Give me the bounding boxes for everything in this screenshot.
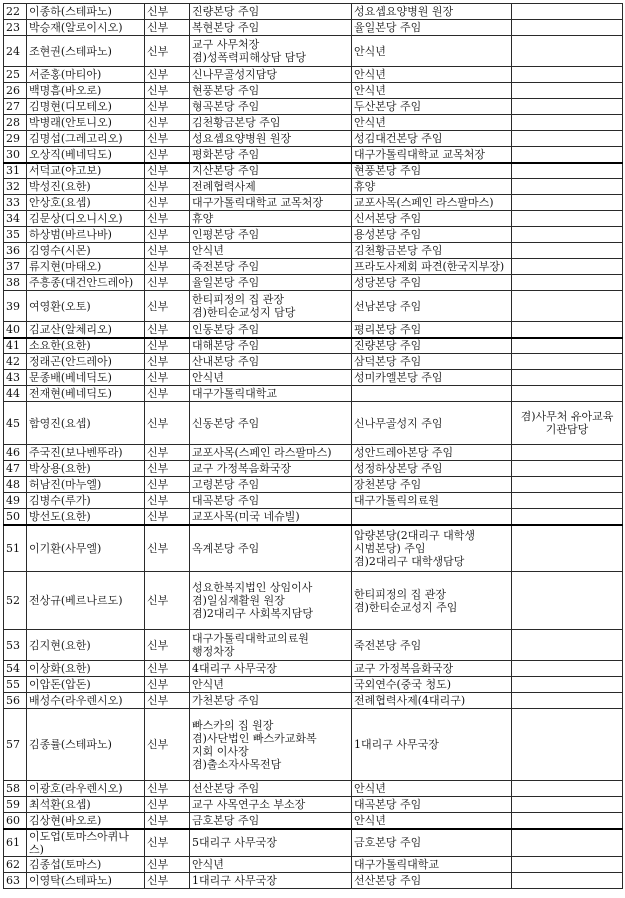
previous-post-cell: 복현본당 주임: [190, 20, 352, 36]
table-row: [4, 36, 623, 67]
new-post-cell: 금호본당 주임: [352, 829, 512, 857]
table-row: [4, 477, 623, 493]
row-number-cell: 52: [4, 572, 27, 630]
previous-post-cell: 빠스카의 집 원장 겸)사단법인 빠스카교화복 지회 이사장 겸)출소자사목전담: [190, 709, 352, 781]
table-row: [4, 131, 623, 147]
rank-cell: 신부: [145, 275, 190, 291]
row-number-cell: 55: [4, 677, 27, 693]
previous-post-cell: 신나무골성지담당: [190, 67, 352, 83]
rank-cell: 신부: [145, 709, 190, 781]
note-cell: 겸)사무처 유아교육 기관담당: [512, 402, 623, 445]
rank-cell: 신부: [145, 445, 190, 461]
table-row: [4, 461, 623, 477]
row-number-cell: 42: [4, 354, 27, 370]
table-row: [4, 630, 623, 661]
new-post-cell: 신나무골성지 주임: [352, 402, 512, 445]
row-number-cell: 48: [4, 477, 27, 493]
priest-name-cell: 김종섭(토마스): [27, 856, 145, 872]
table-row: [4, 781, 623, 797]
previous-post-cell: 인동본당 주임: [190, 322, 352, 338]
previous-post-cell: 평화본당 주임: [190, 147, 352, 163]
priest-name-cell: 박승재(알로이시오): [27, 20, 145, 36]
new-post-cell: 용성본당 주임: [352, 227, 512, 243]
new-post-cell: 교구 가정복음화국장: [352, 661, 512, 677]
previous-post-cell: 지산본당 주임: [190, 163, 352, 179]
rank-cell: 신부: [145, 67, 190, 83]
table-row: [4, 661, 623, 677]
rank-cell: 신부: [145, 829, 190, 857]
table-row: [4, 259, 623, 275]
note-cell: [512, 856, 623, 872]
priest-name-cell: 이상화(요한): [27, 661, 145, 677]
table-row: [4, 275, 623, 291]
rank-cell: 신부: [145, 163, 190, 179]
table-row: [4, 4, 623, 20]
row-number-cell: 39: [4, 291, 27, 322]
previous-post-cell: 한티피정의 집 관장 겸)한티순교성지 담당: [190, 291, 352, 322]
table-row: [4, 693, 623, 709]
row-number-cell: 30: [4, 147, 27, 163]
table-row: [4, 195, 623, 211]
priest-name-cell: 김명현(디모테오): [27, 99, 145, 115]
rank-cell: 신부: [145, 509, 190, 525]
row-number-cell: 37: [4, 259, 27, 275]
note-cell: [512, 179, 623, 195]
note-cell: [512, 259, 623, 275]
table-row: [4, 227, 623, 243]
note-cell: [512, 338, 623, 354]
priest-name-cell: 주국진(보나벤뚜라): [27, 445, 145, 461]
rank-cell: 신부: [145, 243, 190, 259]
priest-name-cell: 김교산(알체리오): [27, 322, 145, 338]
rank-cell: 신부: [145, 83, 190, 99]
row-number-cell: 33: [4, 195, 27, 211]
rank-cell: 신부: [145, 813, 190, 829]
row-number-cell: 59: [4, 797, 27, 813]
rank-cell: 신부: [145, 402, 190, 445]
previous-post-cell: 성요한복지법인 상임이사 겸)일심재활원 원장 겸)2대리구 사회복지담당: [190, 572, 352, 630]
priest-name-cell: 방선도(요한): [27, 509, 145, 525]
rank-cell: 신부: [145, 291, 190, 322]
new-post-cell: 대구가톨릭의료원: [352, 493, 512, 509]
previous-post-cell: 안식년: [190, 243, 352, 259]
priest-name-cell: 김영수(시몬): [27, 243, 145, 259]
note-cell: [512, 163, 623, 179]
row-number-cell: 49: [4, 493, 27, 509]
row-number-cell: 57: [4, 709, 27, 781]
previous-post-cell: 금호본당 주임: [190, 813, 352, 829]
previous-post-cell: 현풍본당 주임: [190, 83, 352, 99]
previous-post-cell: 4대리구 사무국장: [190, 661, 352, 677]
previous-post-cell: 교포사목(스페인 라스팔마스): [190, 445, 352, 461]
table-row: [4, 338, 623, 354]
previous-post-cell: 5대리구 사무국장: [190, 829, 352, 857]
row-number-cell: 26: [4, 83, 27, 99]
row-number-cell: 47: [4, 461, 27, 477]
rank-cell: 신부: [145, 227, 190, 243]
table-row: [4, 83, 623, 99]
rank-cell: 신부: [145, 493, 190, 509]
rank-cell: 신부: [145, 211, 190, 227]
previous-post-cell: 신동본당 주임: [190, 402, 352, 445]
rank-cell: 신부: [145, 572, 190, 630]
row-number-cell: 50: [4, 509, 27, 525]
new-post-cell: 안식년: [352, 67, 512, 83]
new-post-cell: 성안드레아본당 주임: [352, 445, 512, 461]
table-row: [4, 179, 623, 195]
priest-name-cell: 김병수(루가): [27, 493, 145, 509]
row-number-cell: 62: [4, 856, 27, 872]
note-cell: [512, 354, 623, 370]
new-post-cell: [352, 509, 512, 525]
note-cell: [512, 797, 623, 813]
new-post-cell: 안식년: [352, 813, 512, 829]
new-post-cell: 선산본당 주임: [352, 872, 512, 888]
new-post-cell: 교포사목(스페인 라스팔마스): [352, 195, 512, 211]
previous-post-cell: 김천황금본당 주임: [190, 115, 352, 131]
new-post-cell: 프라도사제회 파견(한국지부장): [352, 259, 512, 275]
previous-post-cell: 고령본당 주임: [190, 477, 352, 493]
new-post-cell: 압량본당(2대리구 대학생 시범본당) 주임 겸)2대리구 대학생담당: [352, 525, 512, 572]
priest-name-cell: 김문상(디오니시오): [27, 211, 145, 227]
row-number-cell: 43: [4, 370, 27, 386]
priest-name-cell: 이종하(스테파노): [27, 4, 145, 20]
note-cell: [512, 36, 623, 67]
new-post-cell: 율일본당 주임: [352, 20, 512, 36]
note-cell: [512, 813, 623, 829]
table-row: [4, 856, 623, 872]
priest-name-cell: 하상범(바르나바): [27, 227, 145, 243]
row-number-cell: 58: [4, 781, 27, 797]
rank-cell: 신부: [145, 525, 190, 572]
note-cell: [512, 322, 623, 338]
new-post-cell: 김천황금본당 주임: [352, 243, 512, 259]
priest-name-cell: 문종배(베네딕도): [27, 370, 145, 386]
table-row: [4, 677, 623, 693]
note-cell: [512, 211, 623, 227]
new-post-cell: 전례협력사제(4대리구): [352, 693, 512, 709]
table-row: [4, 509, 623, 525]
new-post-cell: [352, 386, 512, 402]
row-number-cell: 34: [4, 211, 27, 227]
rank-cell: 신부: [145, 693, 190, 709]
new-post-cell: 대구가톨릭대학교 교목처장: [352, 147, 512, 163]
row-number-cell: 56: [4, 693, 27, 709]
table-row: [4, 402, 623, 445]
priest-name-cell: 박성진(요한): [27, 179, 145, 195]
table-row: [4, 243, 623, 259]
note-cell: [512, 829, 623, 857]
rank-cell: 신부: [145, 195, 190, 211]
previous-post-cell: 전례협력사제: [190, 179, 352, 195]
priest-name-cell: 전상규(베르나르도): [27, 572, 145, 630]
note-cell: [512, 99, 623, 115]
note-cell: [512, 83, 623, 99]
new-post-cell: 평리본당 주임: [352, 322, 512, 338]
note-cell: [512, 67, 623, 83]
table-row: [4, 813, 623, 829]
rank-cell: 신부: [145, 179, 190, 195]
note-cell: [512, 525, 623, 572]
priest-name-cell: 김종률(스테파노): [27, 709, 145, 781]
row-number-cell: 24: [4, 36, 27, 67]
note-cell: [512, 693, 623, 709]
table-row: [4, 872, 623, 888]
rank-cell: 신부: [145, 354, 190, 370]
previous-post-cell: 인평본당 주임: [190, 227, 352, 243]
previous-post-cell: 진량본당 주임: [190, 4, 352, 20]
note-cell: [512, 630, 623, 661]
table-row: [4, 67, 623, 83]
new-post-cell: 안식년: [352, 115, 512, 131]
rank-cell: 신부: [145, 797, 190, 813]
new-post-cell: 1대리구 사무국장: [352, 709, 512, 781]
new-post-cell: 현풍본당 주임: [352, 163, 512, 179]
rank-cell: 신부: [145, 630, 190, 661]
appointment-table: [3, 3, 623, 889]
note-cell: [512, 131, 623, 147]
rank-cell: 신부: [145, 322, 190, 338]
priest-name-cell: 소요한(요한): [27, 338, 145, 354]
row-number-cell: 54: [4, 661, 27, 677]
row-number-cell: 53: [4, 630, 27, 661]
row-number-cell: 63: [4, 872, 27, 888]
table-row: [4, 493, 623, 509]
rank-cell: 신부: [145, 856, 190, 872]
row-number-cell: 38: [4, 275, 27, 291]
rank-cell: 신부: [145, 115, 190, 131]
new-post-cell: 성당본당 주임: [352, 275, 512, 291]
priest-name-cell: 조현권(스테파노): [27, 36, 145, 67]
rank-cell: 신부: [145, 4, 190, 20]
priest-name-cell: 이영탁(스테파노): [27, 872, 145, 888]
row-number-cell: 22: [4, 4, 27, 20]
rank-cell: 신부: [145, 677, 190, 693]
rank-cell: 신부: [145, 36, 190, 67]
new-post-cell: 선남본당 주임: [352, 291, 512, 322]
rank-cell: 신부: [145, 147, 190, 163]
new-post-cell: 두산본당 주임: [352, 99, 512, 115]
table-row: [4, 370, 623, 386]
previous-post-cell: 안식년: [190, 677, 352, 693]
priest-name-cell: 김상현(바오로): [27, 813, 145, 829]
row-number-cell: 40: [4, 322, 27, 338]
previous-post-cell: 교구 가정복음화국장: [190, 461, 352, 477]
table-row: [4, 115, 623, 131]
previous-post-cell: 가천본당 주임: [190, 693, 352, 709]
note-cell: [512, 147, 623, 163]
rank-cell: 신부: [145, 661, 190, 677]
previous-post-cell: 교구 사목연구소 부소장: [190, 797, 352, 813]
new-post-cell: 한티피정의 집 관장 겸)한티순교성지 주임: [352, 572, 512, 630]
priest-name-cell: 박병래(안토니오): [27, 115, 145, 131]
new-post-cell: 진량본당 주임: [352, 338, 512, 354]
row-number-cell: 35: [4, 227, 27, 243]
row-number-cell: 44: [4, 386, 27, 402]
note-cell: [512, 461, 623, 477]
row-number-cell: 36: [4, 243, 27, 259]
rank-cell: 신부: [145, 461, 190, 477]
row-number-cell: 31: [4, 163, 27, 179]
table-row: [4, 525, 623, 572]
row-number-cell: 46: [4, 445, 27, 461]
new-post-cell: 대곡본당 주임: [352, 797, 512, 813]
priest-name-cell: 최석환(요셉): [27, 797, 145, 813]
previous-post-cell: 대구가톨릭대학교 교목처장: [190, 195, 352, 211]
priest-name-cell: 이기환(사무엘): [27, 525, 145, 572]
previous-post-cell: 율일본당 주임: [190, 275, 352, 291]
table-row: [4, 20, 623, 36]
note-cell: [512, 509, 623, 525]
row-number-cell: 27: [4, 99, 27, 115]
rank-cell: 신부: [145, 131, 190, 147]
note-cell: [512, 243, 623, 259]
note-cell: [512, 872, 623, 888]
rank-cell: 신부: [145, 781, 190, 797]
new-post-cell: 안식년: [352, 36, 512, 67]
new-post-cell: 안식년: [352, 781, 512, 797]
new-post-cell: 성김대건본당 주임: [352, 131, 512, 147]
previous-post-cell: 교포사목(미국 네슈빌): [190, 509, 352, 525]
note-cell: [512, 445, 623, 461]
new-post-cell: 국외연수(중국 청도): [352, 677, 512, 693]
previous-post-cell: 대곡본당 주임: [190, 493, 352, 509]
note-cell: [512, 572, 623, 630]
priest-name-cell: 안상호(요셉): [27, 195, 145, 211]
new-post-cell: 대구가톨릭대학교: [352, 856, 512, 872]
new-post-cell: 성정하상본당 주임: [352, 461, 512, 477]
previous-post-cell: 형곡본당 주임: [190, 99, 352, 115]
priest-name-cell: 이광호(라우렌시오): [27, 781, 145, 797]
rank-cell: 신부: [145, 259, 190, 275]
table-row: [4, 291, 623, 322]
priest-name-cell: 허남진(마누엘): [27, 477, 145, 493]
note-cell: [512, 370, 623, 386]
previous-post-cell: 대구가톨릭대학교: [190, 386, 352, 402]
priest-name-cell: 백명흠(바오로): [27, 83, 145, 99]
rank-cell: 신부: [145, 386, 190, 402]
note-cell: [512, 20, 623, 36]
row-number-cell: 60: [4, 813, 27, 829]
priest-name-cell: 여영환(오토): [27, 291, 145, 322]
appointment-table-body: [4, 4, 623, 889]
new-post-cell: 성미카엘본당 주임: [352, 370, 512, 386]
priest-name-cell: 정래곤(안드레아): [27, 354, 145, 370]
note-cell: [512, 709, 623, 781]
row-number-cell: 51: [4, 525, 27, 572]
priest-name-cell: 함영진(요셉): [27, 402, 145, 445]
priest-name-cell: 주흥종(대건안드레아): [27, 275, 145, 291]
table-row: [4, 322, 623, 338]
note-cell: [512, 195, 623, 211]
previous-post-cell: 옥계본당 주임: [190, 525, 352, 572]
note-cell: [512, 275, 623, 291]
new-post-cell: 안식년: [352, 83, 512, 99]
priest-name-cell: 서덕교(야고보): [27, 163, 145, 179]
new-post-cell: 죽전본당 주임: [352, 630, 512, 661]
previous-post-cell: 대구가톨릭대학교의료원 행정차장: [190, 630, 352, 661]
new-post-cell: 휴양: [352, 179, 512, 195]
table-row: [4, 147, 623, 163]
row-number-cell: 28: [4, 115, 27, 131]
table-row: [4, 211, 623, 227]
priest-name-cell: 전재현(베네딕도): [27, 386, 145, 402]
priest-name-cell: 박상용(요한): [27, 461, 145, 477]
priest-name-cell: 류지현(마태오): [27, 259, 145, 275]
table-row: [4, 354, 623, 370]
new-post-cell: 성요셉요양병원 원장: [352, 4, 512, 20]
note-cell: [512, 477, 623, 493]
note-cell: [512, 386, 623, 402]
table-row: [4, 829, 623, 857]
table-row: [4, 445, 623, 461]
note-cell: [512, 4, 623, 20]
rank-cell: 신부: [145, 872, 190, 888]
priest-name-cell: 이도업(토마스아퀴나스): [27, 829, 145, 857]
note-cell: [512, 781, 623, 797]
priest-name-cell: 김명섭(그레고리오): [27, 131, 145, 147]
previous-post-cell: 산내본당 주임: [190, 354, 352, 370]
previous-post-cell: 선산본당 주임: [190, 781, 352, 797]
note-cell: [512, 661, 623, 677]
priest-name-cell: 김지현(요한): [27, 630, 145, 661]
rank-cell: 신부: [145, 370, 190, 386]
previous-post-cell: 교구 사무처장 겸)성폭력피해상담 담당: [190, 36, 352, 67]
previous-post-cell: 안식년: [190, 370, 352, 386]
rank-cell: 신부: [145, 338, 190, 354]
table-row: [4, 797, 623, 813]
previous-post-cell: 성요셉요양병원 원장: [190, 131, 352, 147]
previous-post-cell: 대해본당 주임: [190, 338, 352, 354]
priest-name-cell: 이압돈(압돈): [27, 677, 145, 693]
table-row: [4, 572, 623, 630]
note-cell: [512, 677, 623, 693]
rank-cell: 신부: [145, 99, 190, 115]
new-post-cell: 삼덕본당 주임: [352, 354, 512, 370]
rank-cell: 신부: [145, 20, 190, 36]
row-number-cell: 32: [4, 179, 27, 195]
note-cell: [512, 493, 623, 509]
note-cell: [512, 115, 623, 131]
table-row: [4, 386, 623, 402]
row-number-cell: 25: [4, 67, 27, 83]
note-cell: [512, 227, 623, 243]
table-row: [4, 163, 623, 179]
priest-name-cell: 배성수(라우렌시오): [27, 693, 145, 709]
previous-post-cell: 안식년: [190, 856, 352, 872]
previous-post-cell: 휴양: [190, 211, 352, 227]
row-number-cell: 23: [4, 20, 27, 36]
table-row: [4, 709, 623, 781]
priest-name-cell: 서준홍(마티아): [27, 67, 145, 83]
previous-post-cell: 1대리구 사무국장: [190, 872, 352, 888]
priest-name-cell: 오상직(베네딕도): [27, 147, 145, 163]
new-post-cell: 신서본당 주임: [352, 211, 512, 227]
rank-cell: 신부: [145, 477, 190, 493]
previous-post-cell: 죽전본당 주임: [190, 259, 352, 275]
row-number-cell: 41: [4, 338, 27, 354]
row-number-cell: 61: [4, 829, 27, 857]
table-row: [4, 99, 623, 115]
new-post-cell: 장천본당 주임: [352, 477, 512, 493]
row-number-cell: 45: [4, 402, 27, 445]
note-cell: [512, 291, 623, 322]
row-number-cell: 29: [4, 131, 27, 147]
